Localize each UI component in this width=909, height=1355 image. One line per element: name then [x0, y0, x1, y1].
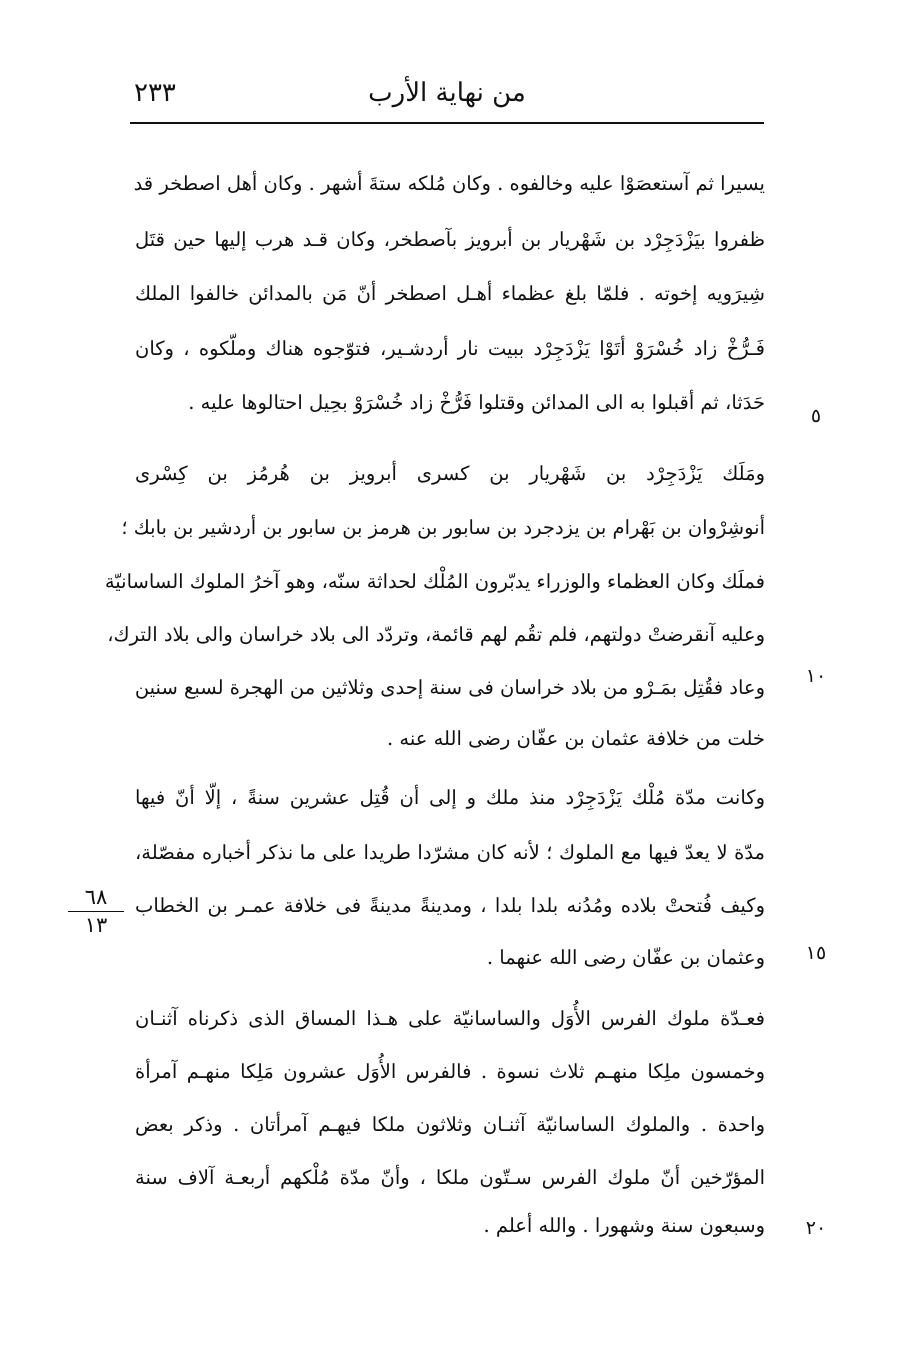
- line-number: ١٠: [805, 665, 827, 687]
- running-title: من نهاية الأرب: [368, 78, 526, 108]
- text-line: أنوشِرْوان بن بَهْرام بن يزدجرد بن سابور بن هرمز بن سابور بن أردشير بن بابك ؛: [121, 516, 765, 539]
- text-line: مدّة لا يعدّ فيها مع الملوك ؛ لأنه كان مشرّدا طريدا على ما نذكر أخباره مفصّلة،: [135, 841, 765, 864]
- page-number: ٢٣٣: [134, 78, 176, 108]
- text-line: فَـرُّخْ زاد خُسْرَوْ أتَوْا يَزْدَجِرْد ببيت نار أردشـير، فتوّجوه هناك وملّكوه ، وكان: [135, 337, 765, 360]
- text-line: يسيرا ثم آستعصَوْا عليه وخالفوه . وكان مُلكه ستةَ أشهر . وكان أهل اصطخر قد: [133, 172, 765, 195]
- line-number: ٥: [810, 405, 822, 427]
- text-line: وعليه آنقرضتْ دولتهم، فلم تقُم لهم قائمة، وتردّد الى بلاد خراسان والى بلاد الترك،: [107, 623, 765, 646]
- text-line: شِيرَويه إخوته . فلمّا بلغ عظماء أهـل اصطخر أنّ مَن بالمدائن خالفوا الملك: [135, 282, 765, 305]
- margin-reference-rule: [68, 911, 124, 912]
- text-line: وسبعون سنة وشهورا . والله أعلم .: [483, 1214, 765, 1237]
- text-line: فعـدّة ملوك الفرس الأُوَل والساسانيّة على هـذا المساق الذى ذكرناه آثنـان: [135, 1007, 765, 1030]
- text-line: خلت من خلافة عثمان بن عفّان رضى الله عنه .: [387, 727, 765, 750]
- line-number: ٢٠: [805, 1217, 827, 1239]
- text-line: فملَك وكان العظماء والوزراء يدبّرون المُلْك لحداثة سنّه، وهو آخرُ الملوك الساسانيّة: [104, 570, 765, 593]
- margin-reference: [68, 886, 124, 937]
- margin-reference-upper: ٦٨: [84, 885, 108, 909]
- text-line: وكانت مدّة مُلْك يَزْدَجِرْد منذ ملك و إلى أن قُتِل عشرين سنةً ، إلّا أنّ فيها: [135, 786, 765, 809]
- page-header: [130, 60, 764, 122]
- header-rule: [130, 122, 764, 124]
- line-number: ١٥: [805, 942, 827, 964]
- margin-reference-lower: ١٣: [84, 913, 108, 938]
- text-line: وكيف فُتحتْ بلاده ومُدُنه بلدا بلدا ، ومدينةً مدينةً فى خلافة عمـر بن الخطاب: [135, 894, 765, 917]
- text-line: واحدة . والملوك الساسانيّة آثنـان وثلاثون ملكا فيهـم آمرأتان . وذكر بعض: [135, 1113, 765, 1136]
- text-line: ومَلَك يَزْدَجِرْد بن شَهْريار بن كسرى أبرويز بن هُرمُز بن كِسْرى: [135, 462, 765, 485]
- text-line: حَدَثا، ثم أقبلوا به الى المدائن وقتلوا فَرُّخْ زاد خُسْرَوْ بحِيل احتالوها عليه .: [188, 391, 765, 414]
- text-line: وعاد فقُتِل بمَـرْو من بلاد خراسان فى سنة إحدى وثلاثين من الهجرة لسبع سنين: [134, 676, 765, 699]
- text-line: المؤرّخين أنّ ملوك الفرس سـتّون ملكا ، وأنّ مدّة مُلْكهم أربعـة آلاف سنة: [135, 1166, 765, 1189]
- text-line: وعثمان بن عفّان رضى الله عنهما .: [486, 946, 765, 969]
- text-line: ظفروا بيَزْدَجِرْد بن شَهْريار بن أبرويز بآصطخر، وكان قـد هرب إليها حين قتَل: [135, 228, 765, 251]
- text-line: وخمسون ملِكا منهـم ثلاث نسوة . فالفرس الأُوَل عشرون مَلِكا منهـم آمرأة: [135, 1060, 765, 1083]
